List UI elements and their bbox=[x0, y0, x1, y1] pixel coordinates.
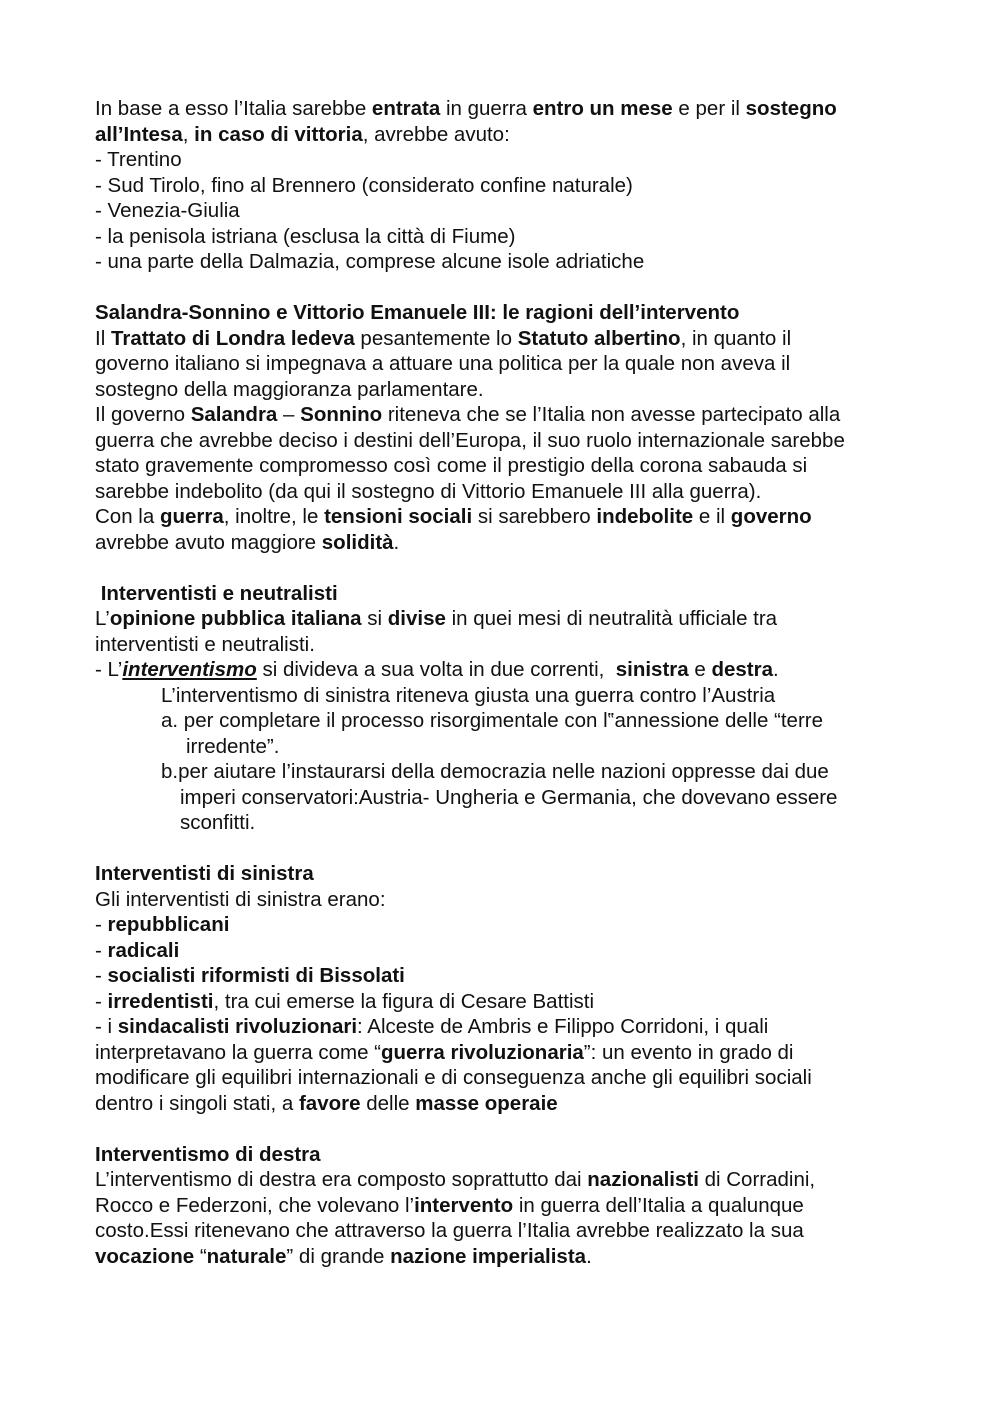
paragraph-line: stato gravemente compromesso così come il prestigio della corona sabauda si bbox=[95, 454, 808, 477]
text-run: Il bbox=[95, 326, 111, 350]
bold-text: opinione pubblica italiana bbox=[109, 607, 362, 630]
bold-text: governo bbox=[730, 505, 812, 528]
text-run: , in quanto il bbox=[680, 326, 792, 350]
paragraph-line bbox=[95, 402, 915, 428]
text-run: e per il bbox=[672, 97, 746, 120]
text-run: Rocco e Federzoni, che volevano l’ bbox=[95, 1193, 415, 1217]
list-item bbox=[95, 989, 915, 1015]
paragraph-line: guerra che avrebbe deciso i destini dell’Europa, il suo ruolo internazionale sarebbe bbox=[95, 428, 845, 452]
bold-text: destra bbox=[711, 658, 773, 681]
bold-text: naturale bbox=[206, 1244, 287, 1268]
paragraph-line: interventisti e neutralisti. bbox=[95, 632, 315, 656]
bold-text: masse operaie bbox=[415, 1091, 558, 1115]
list-item bbox=[95, 1014, 915, 1040]
bold-text: nazione imperialista bbox=[390, 1244, 587, 1268]
bold-text: Statuto albertino bbox=[517, 326, 681, 350]
paragraph-line bbox=[95, 326, 915, 352]
bold-text: socialisti riformisti di Bissolati bbox=[107, 964, 405, 987]
text-run: Il governo bbox=[95, 403, 191, 426]
list-item-b-continued: imperi conservatori:Austria- Ungheria e Germania, che dovevano essere bbox=[180, 785, 838, 809]
text-run: ”: un evento in grado di bbox=[583, 1040, 794, 1064]
bold-text: solidità bbox=[321, 530, 394, 554]
bold-text: radicali bbox=[107, 938, 180, 962]
text-run: . bbox=[393, 530, 400, 554]
list-item bbox=[95, 938, 915, 964]
document-body bbox=[95, 96, 915, 1269]
bold-text: vocazione bbox=[95, 1244, 195, 1268]
paragraph-line: L’interventismo di sinistra riteneva giusta una guerra contro l’Austria bbox=[161, 683, 776, 707]
text-run: - bbox=[95, 913, 108, 936]
list-item: - Venezia-Giulia bbox=[95, 199, 240, 222]
bold-text: nazionalisti bbox=[587, 1168, 699, 1191]
spacer bbox=[95, 275, 915, 301]
text-run: riteneva che se l’Italia non avesse partecipato alla bbox=[382, 403, 841, 426]
bold-text: entro un mese bbox=[532, 97, 673, 120]
text-run: L’interventismo di destra era composto soprattutto dai bbox=[95, 1168, 588, 1191]
text-run: interpretavano la guerra come “ bbox=[95, 1040, 382, 1064]
list-item: - Trentino bbox=[95, 148, 182, 171]
paragraph-line: modificare gli equilibri internazionali e di conseguenza anche gli equilibri sociali bbox=[95, 1066, 812, 1089]
paragraph-line bbox=[95, 1193, 915, 1219]
list-item bbox=[95, 912, 915, 938]
text-run: – bbox=[277, 403, 301, 426]
section-heading: Salandra-Sonnino e Vittorio Emanuele III: le ragioni dell’intervento bbox=[95, 301, 740, 324]
bold-text: indebolite bbox=[596, 505, 694, 528]
text-run: in quei mesi di neutralità ufficiale tra bbox=[445, 607, 778, 630]
paragraph-line bbox=[95, 96, 915, 122]
spacer bbox=[95, 555, 915, 581]
text-run: - bbox=[95, 938, 108, 962]
list-item-a: a. per completare il processo risorgimentale con l‟annessione delle “terre bbox=[161, 709, 824, 732]
text-run: , inoltre, le bbox=[223, 505, 325, 528]
paragraph-line bbox=[95, 1167, 915, 1193]
paragraph-line bbox=[95, 606, 915, 632]
text-run: in guerra bbox=[440, 97, 533, 120]
paragraph-line bbox=[95, 1040, 915, 1066]
text-run: si sarebbero bbox=[472, 505, 597, 528]
section-heading: Interventismo di destra bbox=[95, 1142, 321, 1166]
text-run: e bbox=[688, 658, 712, 681]
paragraph-line: sarebbe indebolito (da qui il sostegno di Vittorio Emanuele III alla guerra). bbox=[95, 479, 762, 503]
list-item: - Sud Tirolo, fino al Brennero (considerato confine naturale) bbox=[95, 173, 633, 197]
text-run: si divideva a sua volta in due correnti, bbox=[256, 658, 616, 681]
bold-text: divise bbox=[387, 607, 446, 630]
list-item-b-continued: sconfitti. bbox=[180, 811, 256, 834]
spacer bbox=[95, 1116, 915, 1142]
list-item: - una parte della Dalmazia, comprese alcune isole adriatiche bbox=[95, 250, 645, 273]
paragraph-line: costo.Essi ritenevano che attraverso la guerra l’Italia avrebbe realizzato la sua bbox=[95, 1219, 804, 1242]
spacer bbox=[95, 836, 915, 862]
text-run: Con la bbox=[95, 505, 160, 528]
text-run: dentro i singoli stati, a bbox=[95, 1091, 299, 1115]
bold-text: sostegno bbox=[745, 97, 837, 120]
bold-text: in caso di vittoria bbox=[194, 122, 363, 146]
text-run: , tra cui emerse la figura di Cesare Battisti bbox=[213, 989, 595, 1013]
text-run: - bbox=[95, 964, 108, 987]
text-run: ” di grande bbox=[286, 1244, 391, 1268]
bold-text: repubblicani bbox=[107, 913, 230, 936]
text-run: e il bbox=[693, 505, 731, 528]
bold-text: all’Intesa bbox=[95, 122, 183, 146]
bold-text: entrata bbox=[371, 97, 441, 120]
underlined-bold-italic-text: interventismo bbox=[122, 658, 257, 681]
text-run: . bbox=[772, 658, 779, 681]
paragraph-line: sostegno della maggioranza parlamentare. bbox=[95, 377, 484, 401]
text-run: , bbox=[182, 122, 195, 146]
bold-text: sindacalisti rivoluzionari bbox=[117, 1015, 358, 1038]
bold-text: guerra rivoluzionaria bbox=[381, 1040, 584, 1064]
paragraph-line: Gli interventisti di sinistra erano: bbox=[95, 887, 386, 911]
paragraph-line bbox=[95, 122, 915, 148]
text-run: , avrebbe avuto: bbox=[362, 122, 510, 146]
text-run: in guerra dell’Italia a qualunque bbox=[513, 1193, 804, 1217]
text-run: L’ bbox=[95, 607, 110, 630]
bold-text: Trattato di Londra ledeva bbox=[110, 326, 355, 350]
list-item bbox=[95, 963, 915, 989]
paragraph-line bbox=[95, 657, 915, 683]
bold-text: guerra bbox=[159, 505, 224, 528]
bold-text: tensioni sociali bbox=[324, 505, 473, 528]
list-item: - la penisola istriana (esclusa la città di Fiume) bbox=[95, 224, 516, 248]
text-run: “ bbox=[194, 1244, 207, 1268]
text-run: : Alceste de Ambris e Filippo Corridoni, i quali bbox=[357, 1015, 769, 1038]
text-run: pesantemente lo bbox=[354, 326, 518, 350]
paragraph-line bbox=[95, 1091, 915, 1117]
section-heading: Interventisti e neutralisti bbox=[95, 581, 338, 605]
bold-text: irredentisti bbox=[107, 989, 214, 1013]
text-run: - i bbox=[95, 1015, 118, 1038]
bold-text: Sonnino bbox=[300, 403, 383, 426]
bold-text: intervento bbox=[414, 1193, 514, 1217]
paragraph-line bbox=[95, 504, 915, 530]
section-heading: Interventisti di sinistra bbox=[95, 862, 314, 885]
text-run: di Corradini, bbox=[698, 1168, 816, 1191]
text-run: - bbox=[95, 989, 108, 1013]
text-run: In base a esso l’Italia sarebbe bbox=[95, 97, 372, 120]
text-run: - L’ bbox=[95, 658, 123, 681]
paragraph-line bbox=[95, 530, 915, 556]
text-run: . bbox=[586, 1244, 592, 1268]
paragraph-line bbox=[95, 1244, 915, 1270]
text-run: avrebbe avuto maggiore bbox=[95, 530, 322, 554]
list-item-b: b.per aiutare l’instaurarsi della democrazia nelle nazioni oppresse dai due bbox=[161, 760, 829, 783]
text-run: delle bbox=[360, 1091, 416, 1115]
paragraph-line: governo italiano si impegnava a attuare una politica per la quale non aveva il bbox=[95, 352, 791, 375]
list-item-a-continued: irredente”. bbox=[186, 734, 280, 758]
bold-text: sinistra bbox=[615, 658, 689, 681]
bold-text: favore bbox=[298, 1091, 361, 1115]
bold-text: Salandra bbox=[190, 403, 278, 426]
text-run: si bbox=[361, 607, 388, 630]
